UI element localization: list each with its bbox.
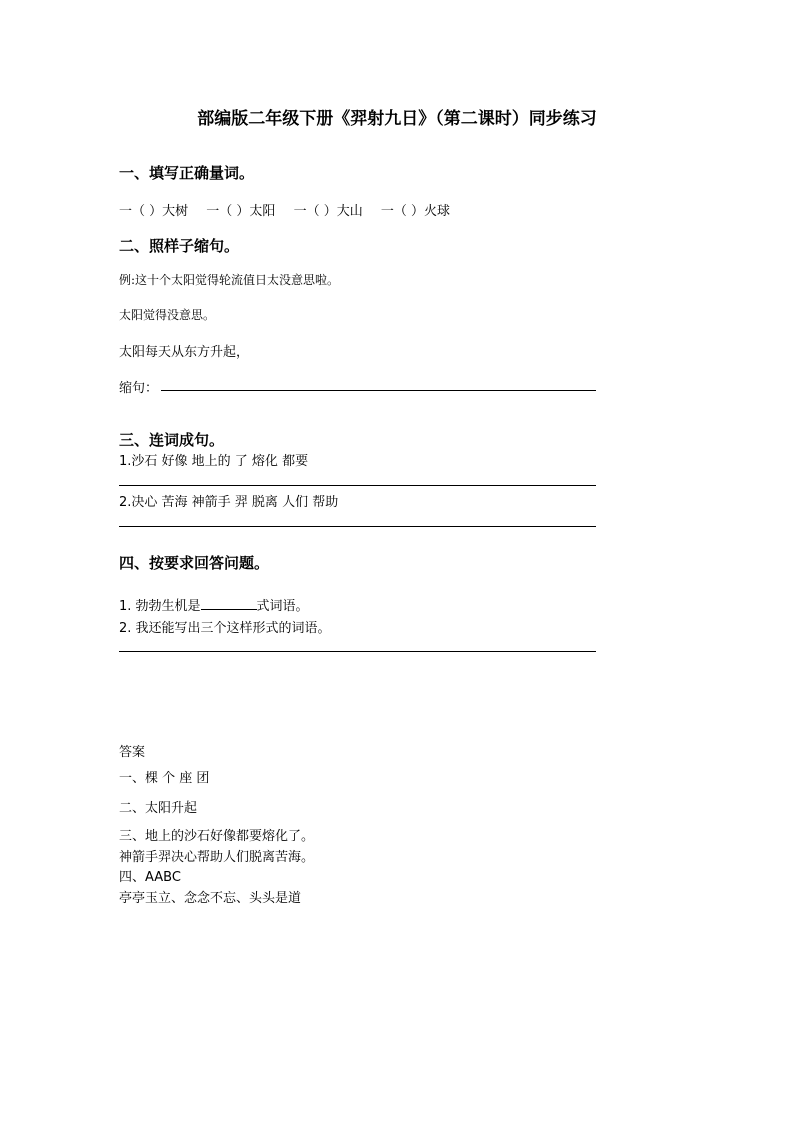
word-order-question-2: 2.决心 苦海 神箭手 羿 脱离 人们 帮助: [119, 495, 339, 510]
answer-3-line-2: 神箭手羿决心帮助人们脱离苦海。: [119, 850, 315, 865]
measure-word-item-4: 一（ ）火球: [380, 204, 450, 219]
answer-4-line-2: 亭亭玉立、念念不忘、头头是道: [119, 891, 302, 906]
question-4-1-blank[interactable]: [201, 596, 257, 610]
measure-word-item-1: 一（ ）大树: [119, 204, 189, 219]
measure-word-row: [119, 200, 450, 219]
section-1-heading: 一、填写正确量词。: [119, 164, 255, 182]
sentence-to-shorten: 太阳每天从东方升起，: [119, 345, 250, 360]
answer-1: 一、棵 个 座 团: [119, 771, 210, 786]
question-4-1-suffix: 式词语。: [256, 599, 309, 614]
page-title: 部编版二年级下册《羿射九日》（第二课时）同步练习: [197, 109, 597, 129]
section-3-heading: 三、连词成句。: [119, 431, 225, 449]
section-4-heading: 四、按要求回答问题。: [119, 554, 270, 572]
word-order-question-1: 1.沙石 好像 地上的 了 熔化 都要: [119, 454, 309, 469]
shorten-answer-line[interactable]: [161, 390, 596, 391]
answer-2: 二、太阳升起: [119, 801, 198, 816]
section-2-heading: 二、照样子缩句。: [119, 237, 240, 255]
shorten-answer-label: 缩句：: [119, 381, 159, 396]
example-shortened-sentence: 太阳觉得没意思。: [119, 308, 216, 322]
word-order-answer-line-2[interactable]: [119, 526, 596, 527]
measure-word-item-2: 一（ ）太阳: [206, 204, 276, 219]
answers-label: 答案: [119, 745, 146, 760]
answer-3-line-1: 三、地上的沙石好像都要熔化了。: [119, 829, 315, 844]
question-4-2: 2. 我还能写出三个这样形式的词语。: [119, 621, 331, 636]
measure-word-item-3: 一（ ）大山: [293, 204, 363, 219]
word-order-answer-line-1[interactable]: [119, 485, 596, 486]
question-4-1-prefix: 1. 勃勃生机是: [119, 599, 201, 614]
question-4-answer-line[interactable]: [119, 651, 596, 652]
question-4-1: [119, 595, 309, 614]
example-original-sentence: 例:这十个太阳觉得轮流值日太没意思啦。: [119, 273, 340, 287]
answer-4-line-1: 四、AABC: [119, 870, 181, 885]
